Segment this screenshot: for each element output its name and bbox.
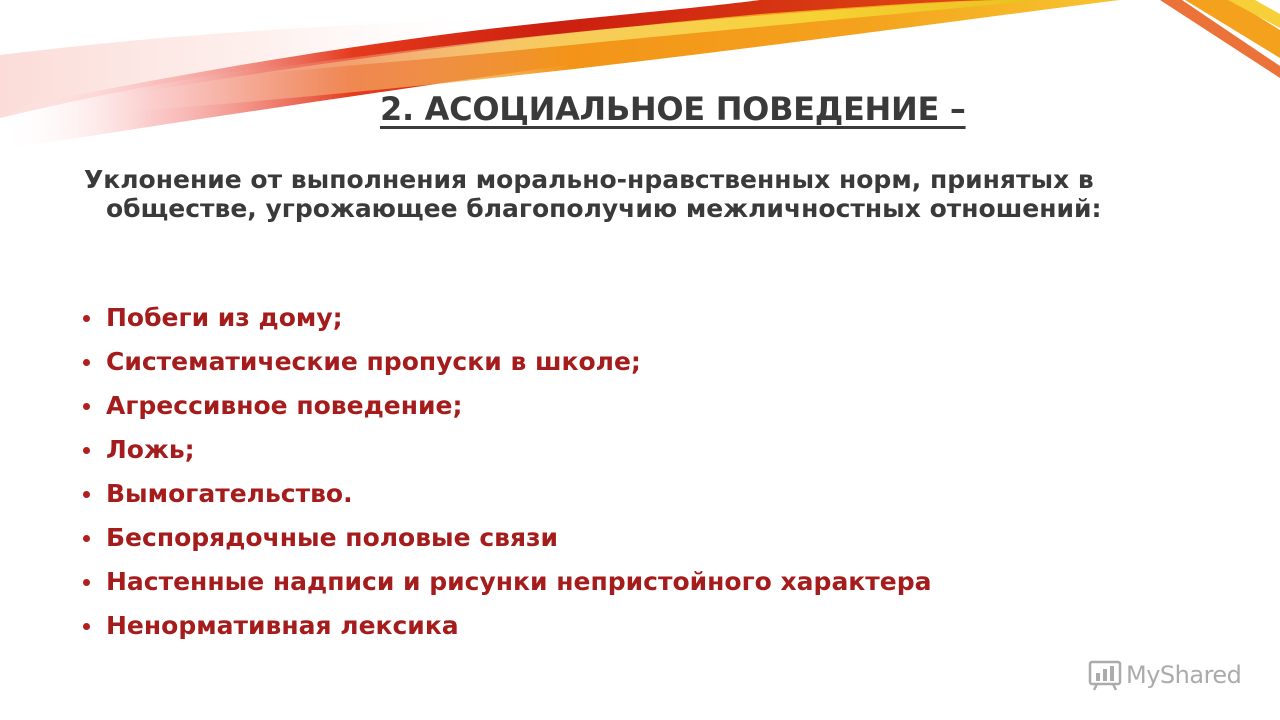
bullet-text: Настенные надписи и рисунки непристойного характера [106, 567, 932, 596]
bullet-item [80, 516, 932, 560]
bullet-item [80, 296, 932, 340]
dot-bullet-icon [83, 359, 90, 366]
bullet-text: Беспорядочные половые связи [106, 523, 559, 552]
bullet-text: Систематические пропуски в школе; [106, 347, 641, 376]
watermark-brand-text: MyShared [1126, 661, 1242, 689]
bullet-item [80, 604, 932, 648]
dot-bullet-icon [83, 447, 90, 454]
bullet-list [80, 296, 932, 648]
bullet-text: Агрессивное поведение; [106, 391, 463, 420]
dot-bullet-icon [83, 491, 90, 498]
bullet-item [80, 428, 932, 472]
myshared-watermark[interactable] [1088, 657, 1241, 693]
dot-bullet-icon [83, 403, 90, 410]
bullet-text: Побеги из дому; [106, 303, 343, 332]
dot-bullet-icon [83, 315, 90, 322]
bullet-item [80, 472, 932, 516]
slide-title: 2. АСОЦИАЛЬНОЕ ПОВЕДЕНИЕ – [380, 90, 966, 128]
bullet-text: Ложь; [106, 435, 195, 464]
intro-paragraph: Уклонение от выполнения морально-нравственных норм, принятых в обществе, угрожающее благополучию межличностных отношений: [84, 165, 1102, 223]
bullet-text: Вымогательство. [106, 479, 353, 508]
dot-bullet-icon [83, 623, 90, 630]
bullet-item [80, 384, 932, 428]
chart-in-frame-icon [1088, 658, 1122, 692]
bullet-item [80, 560, 932, 604]
dot-bullet-icon [83, 535, 90, 542]
dot-bullet-icon [83, 579, 90, 586]
bullet-text: Ненормативная лексика [106, 611, 459, 640]
bullet-item [80, 340, 932, 384]
